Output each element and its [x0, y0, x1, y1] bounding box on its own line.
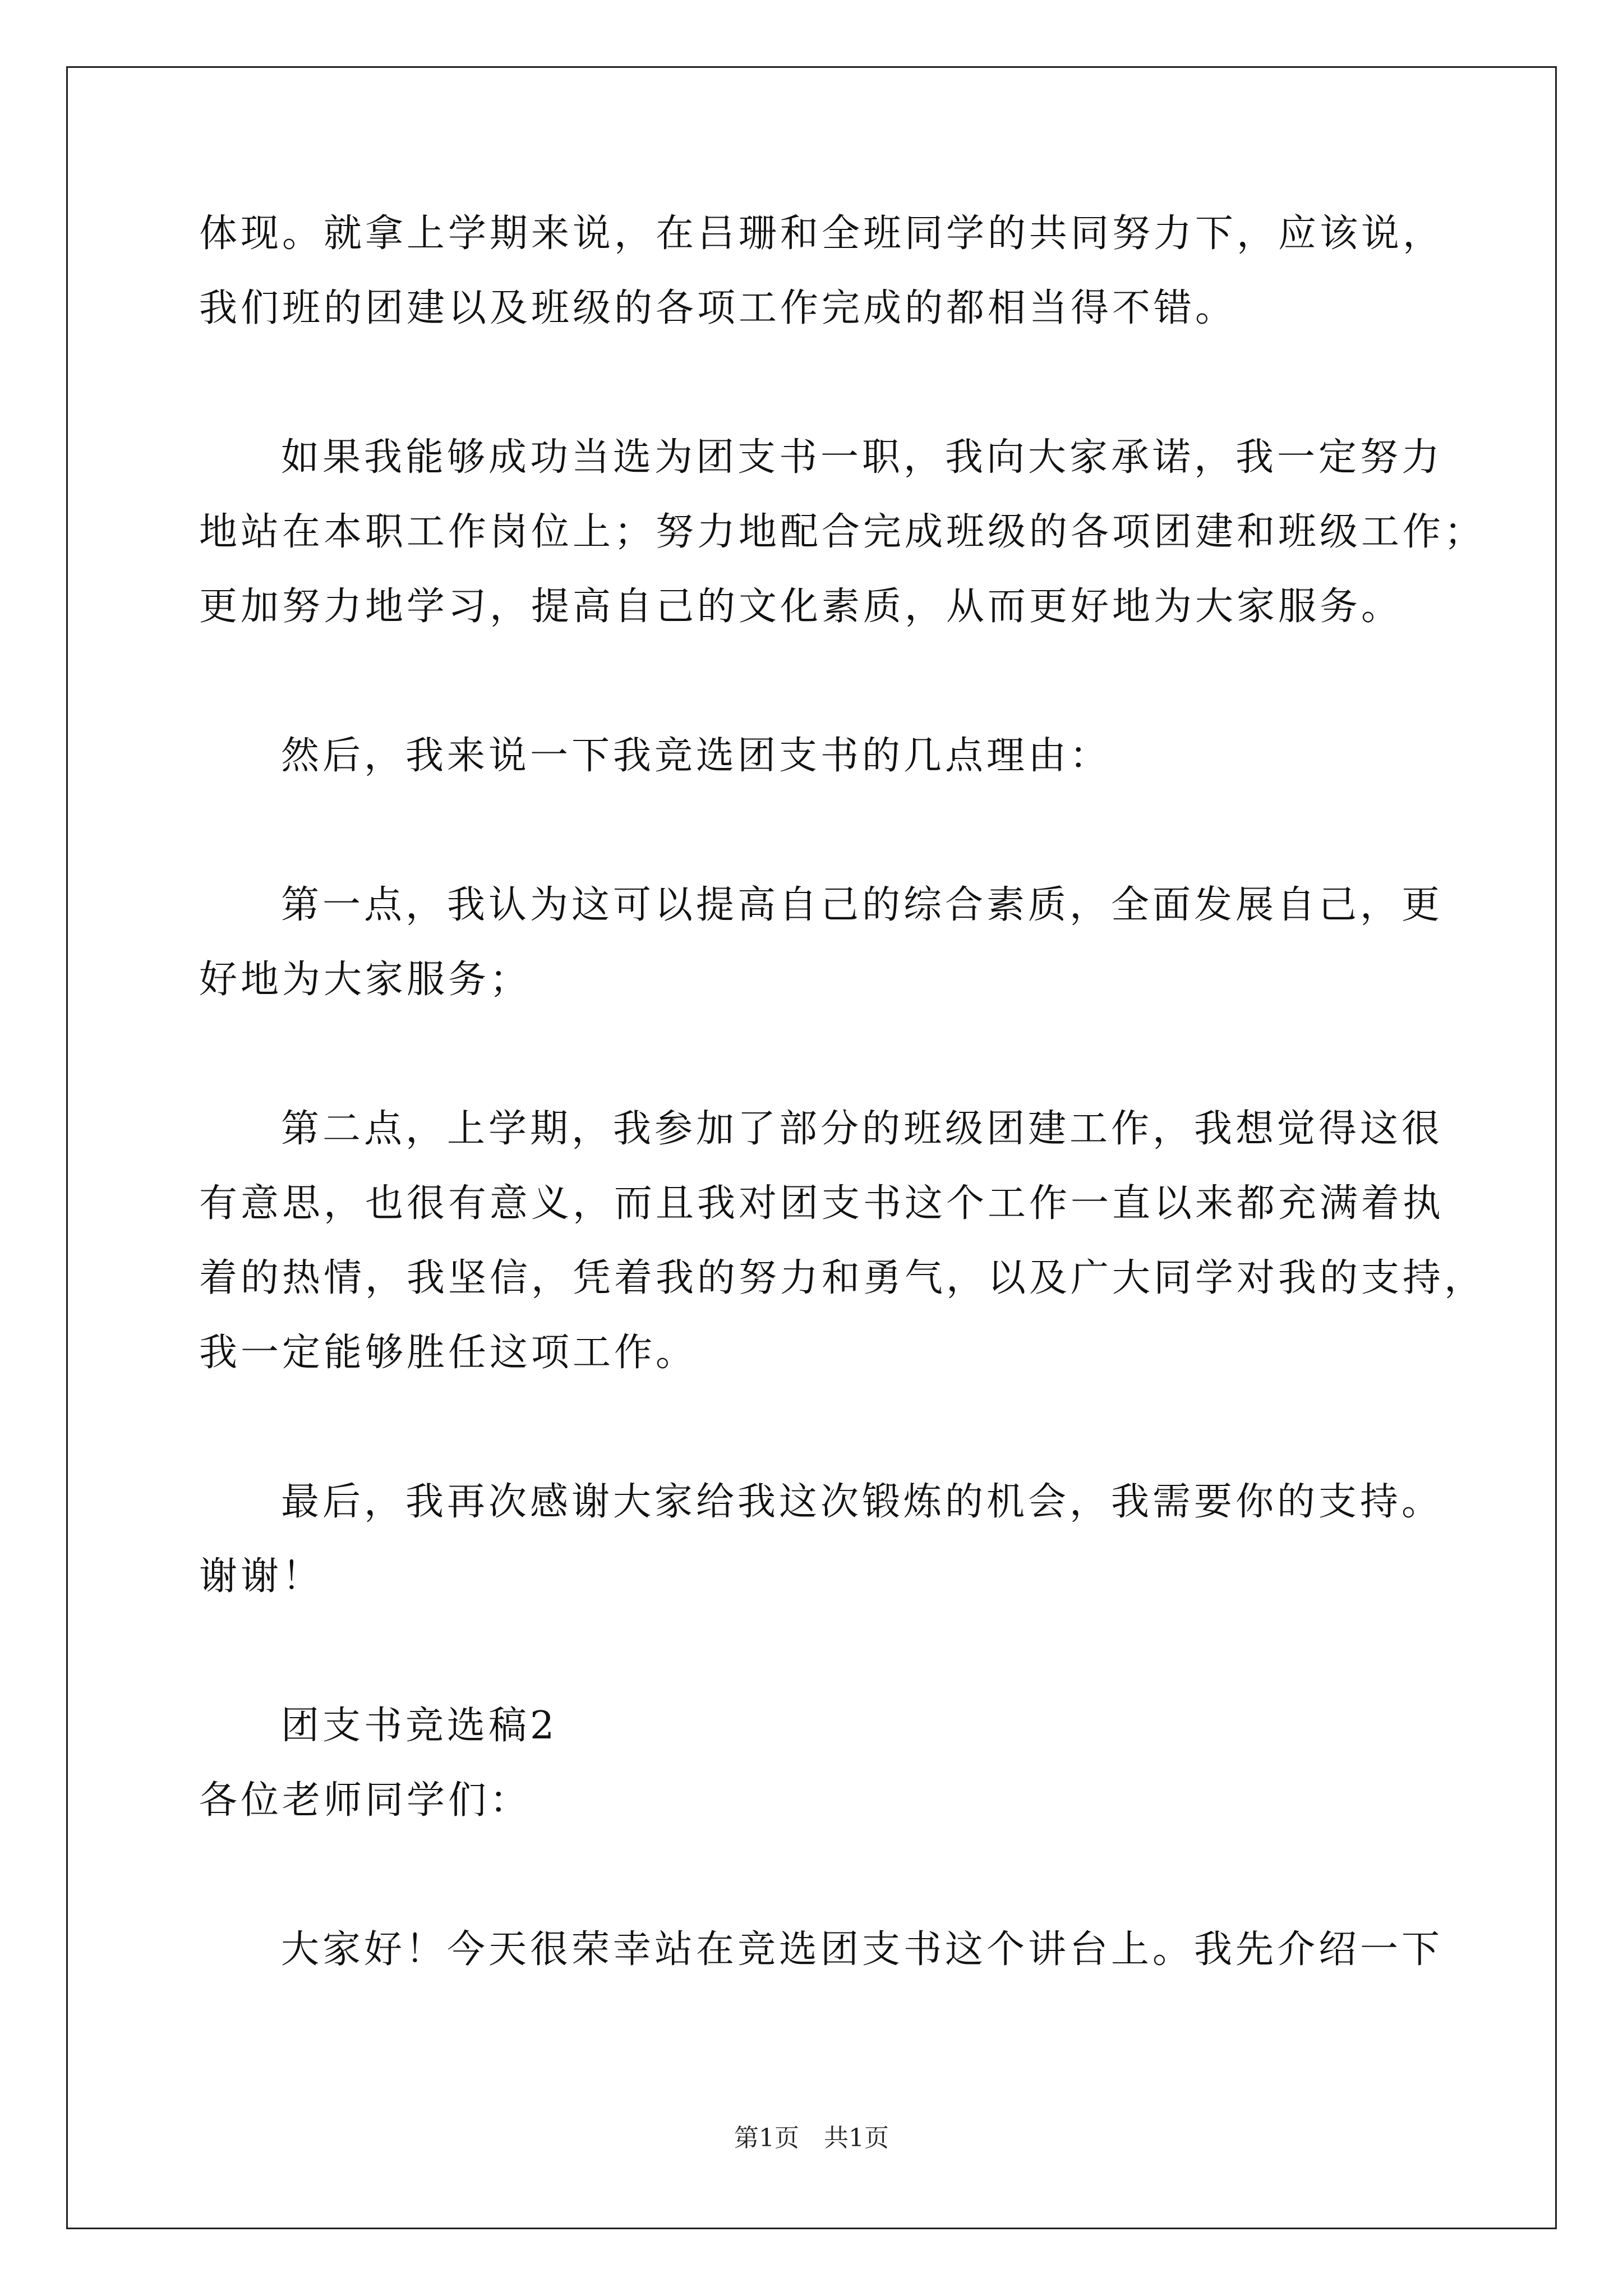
section-heading: 团支书竞选稿2 — [281, 1704, 558, 1748]
text-line: 更加努力地学习，提高自己的文化素质，从而更好地为大家服务。 — [199, 585, 1403, 629]
text-line: 第一点，我认为这可以提高自己的综合素质，全面发展自己，更 — [281, 883, 1444, 927]
text-line: 如果我能够成功当选为团支书一职，我向大家承诺，我一定努力 — [281, 435, 1444, 480]
text-line: 大家好！今天很荣幸站在竞选团支书这个讲台上。我先介绍一下 — [281, 1927, 1444, 1972]
text-line: 我一定能够胜任这项工作。 — [199, 1331, 698, 1375]
text-line: 有意思，也很有意义，而且我对团支书这个工作一直以来都充满着执 — [199, 1181, 1445, 1226]
text-line: 我们班的团建以及班级的各项工作完成的都相当得不错。 — [199, 286, 1237, 330]
page-footer: 第1页 共1页 — [734, 2124, 889, 2152]
salutation: 各位老师同学们： — [199, 1778, 532, 1823]
text-line: 谢谢！ — [199, 1554, 324, 1599]
text-line: 着的热情，我坚信，凭着我的努力和勇气，以及广大同学对我的支持， — [199, 1256, 1486, 1300]
text-line: 地站在本职工作岗位上；努力地配合完成班级的各项团建和班级工作； — [199, 510, 1486, 554]
text-line: 然后，我来说一下我竞选团支书的几点理由： — [281, 734, 1112, 778]
text-line: 体现。就拿上学期来说，在吕珊和全班同学的共同努力下，应该说， — [199, 211, 1445, 256]
text-line: 好地为大家服务； — [199, 958, 532, 1002]
text-line: 最后，我再次感谢大家给我这次锻炼的机会，我需要你的支持。 — [281, 1480, 1444, 1524]
text-line: 第二点，上学期，我参加了部分的班级团建工作，我想觉得这很 — [281, 1107, 1444, 1151]
